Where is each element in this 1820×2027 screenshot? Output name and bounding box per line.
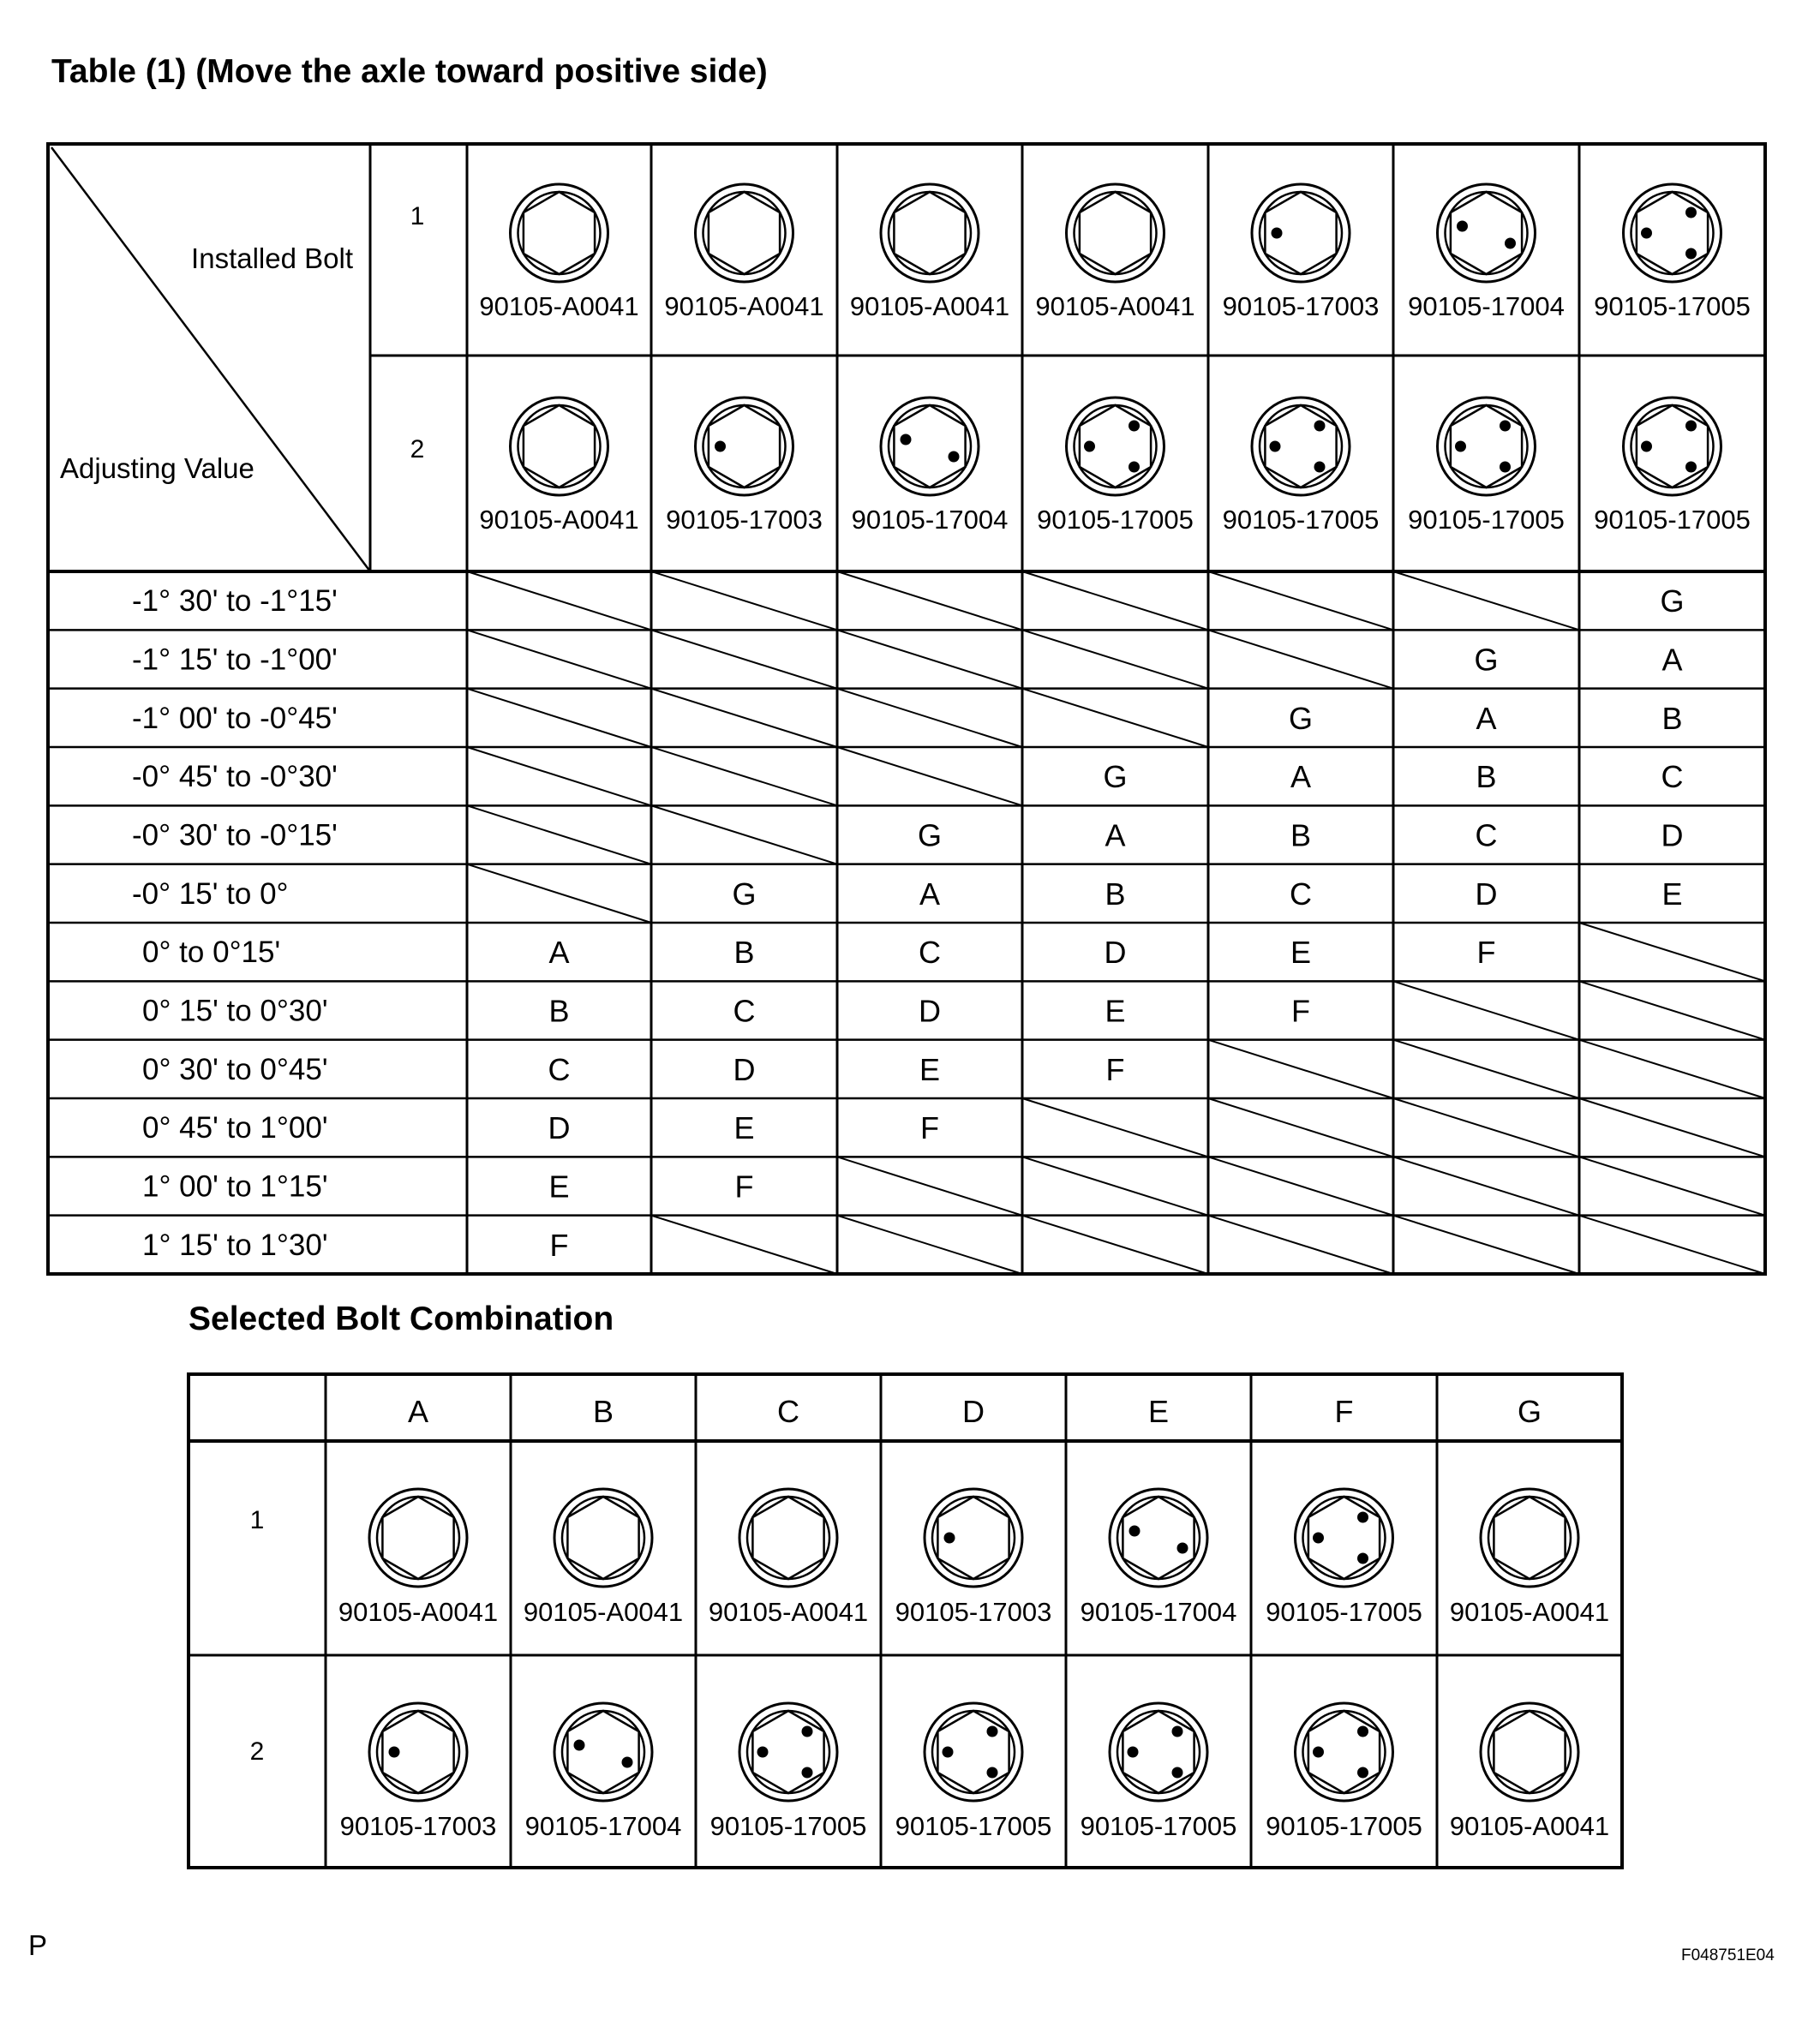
combination-letter: A — [1105, 817, 1126, 853]
table1-title: Table (1) (Move the axle toward positive side) — [51, 53, 768, 90]
bolt-outer-ring — [1252, 398, 1350, 495]
combo-bolt-2-icon — [369, 1703, 467, 1801]
part-number-row2: 90105-17003 — [666, 505, 823, 535]
not-applicable-diagonal — [651, 571, 837, 630]
combination-letter: E — [733, 1110, 755, 1146]
bolt-mark-dot — [987, 1767, 998, 1779]
bolt-outer-ring — [369, 1703, 467, 1801]
bolt-outer-ring — [1252, 184, 1350, 282]
combo-part-number-row1: 90105-A0041 — [523, 1597, 684, 1627]
corner-label-p: P — [28, 1929, 48, 1961]
bolt-mark-dot — [1313, 1533, 1324, 1544]
bolt-outer-ring — [1110, 1703, 1207, 1801]
not-applicable-diagonal — [1208, 1098, 1393, 1157]
combo-part-number-row1: 90105-17004 — [1080, 1597, 1237, 1627]
combination-letter: G — [1288, 700, 1314, 736]
not-applicable-diagonal — [1393, 1216, 1579, 1274]
bolt-mark-dot — [1357, 1512, 1368, 1523]
bolt-outer-ring — [554, 1489, 652, 1587]
not-applicable-diagonal — [467, 630, 651, 688]
bolt-mark-dot — [1272, 228, 1283, 239]
bolt-mark-dot — [1314, 462, 1326, 473]
combination-letter: E — [1290, 935, 1312, 971]
bolt-hex-head — [524, 405, 595, 487]
bolt-mark-dot — [901, 434, 912, 445]
combo-part-number-row2: 90105-17005 — [895, 1811, 1052, 1841]
combo-part-number-row2: 90105-A0041 — [1449, 1811, 1610, 1841]
combination-letter: A — [919, 876, 941, 912]
combo-bolt-1-icon — [1481, 1489, 1578, 1587]
combination-letter: G — [917, 817, 943, 853]
not-applicable-diagonal — [1022, 630, 1208, 688]
header-diagonal — [51, 147, 370, 571]
bolt-outer-ring — [739, 1489, 837, 1587]
bolt-mark-dot — [1500, 421, 1511, 432]
adjusting-range-label: 1° 15' to 1°30' — [142, 1228, 328, 1262]
combination-column-header: F — [1334, 1394, 1354, 1429]
installed-bolt-2-icon — [511, 398, 608, 495]
part-number-row1: 90105-17005 — [1594, 291, 1751, 321]
bolt-hex-head — [1080, 192, 1151, 274]
part-number-row2: 90105-17005 — [1037, 505, 1194, 535]
combo-part-number-row2: 90105-17005 — [1080, 1811, 1237, 1841]
bolt-outer-ring — [511, 398, 608, 495]
adjusting-range-label: -0° 15' to 0° — [132, 876, 289, 911]
bolt-mark-dot — [1084, 441, 1095, 452]
not-applicable-diagonal — [467, 805, 651, 864]
bolt-mark-dot — [1129, 421, 1140, 432]
combination-column-header: C — [777, 1394, 799, 1429]
bolt-outer-ring — [881, 398, 979, 495]
combination-letter: F — [734, 1169, 754, 1205]
bolt-outer-ring — [925, 1703, 1022, 1801]
bolt-mark-dot — [1357, 1726, 1368, 1737]
bolt-mark-dot — [1128, 1747, 1139, 1758]
bolt-outer-ring — [1438, 398, 1536, 495]
combination-letter: F — [549, 1227, 569, 1263]
combination-letter: B — [1290, 817, 1312, 853]
bolt-mark-dot — [1455, 441, 1466, 452]
bolt-mark-dot — [1685, 421, 1697, 432]
not-applicable-diagonal — [651, 689, 837, 747]
not-applicable-diagonal — [1393, 1157, 1579, 1215]
combination-letter: C — [733, 993, 756, 1029]
installed-bolt-2-icon — [1624, 398, 1721, 495]
combo-bolt-2-icon — [1481, 1703, 1578, 1801]
bolt-outer-ring — [1067, 184, 1164, 282]
combination-letter: B — [1476, 759, 1497, 795]
adjusting-range-label: 1° 00' to 1°15' — [142, 1169, 328, 1204]
combination-letter: B — [548, 993, 570, 1029]
not-applicable-diagonal — [1208, 1157, 1393, 1215]
installed-bolt-2-icon — [696, 398, 793, 495]
bolt-outer-ring — [696, 398, 793, 495]
bolt-mark-dot — [1270, 441, 1281, 452]
bolt-inner-ring — [889, 192, 971, 274]
combination-letter: D — [919, 993, 941, 1029]
installed-bolt-1-icon — [1252, 184, 1350, 282]
combo-part-number-row2: 90105-17005 — [709, 1811, 867, 1841]
combo-bolt-1-icon — [369, 1489, 467, 1587]
bolt-mark-dot — [1685, 207, 1697, 218]
not-applicable-diagonal — [1579, 1157, 1765, 1215]
bolt-outer-ring — [739, 1703, 837, 1801]
combination-letter: E — [1105, 993, 1126, 1029]
combo-bolt-2-icon — [1296, 1703, 1393, 1801]
adjusting-range-label: 0° 45' to 1°00' — [142, 1111, 328, 1145]
combination-column-header: D — [962, 1394, 985, 1429]
not-applicable-diagonal — [837, 1157, 1022, 1215]
part-number-row2: 90105-17005 — [1222, 505, 1380, 535]
bolt-mark-dot — [1685, 462, 1697, 473]
bolt-mark-dot — [802, 1767, 813, 1779]
bolt-inner-ring — [1446, 192, 1528, 274]
combination-column-header: A — [407, 1394, 429, 1429]
combo-bolt-2-icon — [739, 1703, 837, 1801]
bolt-mark-dot — [1641, 441, 1652, 452]
not-applicable-diagonal — [1393, 1098, 1579, 1157]
combo-part-number-row2: 90105-17004 — [524, 1811, 682, 1841]
part-number-row2: 90105-17005 — [1594, 505, 1751, 535]
bolt-outer-ring — [1481, 1703, 1578, 1801]
combination-letter: F — [1105, 1051, 1125, 1087]
not-applicable-diagonal — [837, 571, 1022, 630]
installed-bolt-1-icon — [1438, 184, 1536, 282]
bolt-outer-ring — [511, 184, 608, 282]
combination-letter: C — [548, 1051, 571, 1087]
bolt-mark-dot — [574, 1740, 585, 1751]
not-applicable-diagonal — [1022, 1216, 1208, 1274]
combination-letter: D — [1104, 935, 1127, 971]
not-applicable-diagonal — [651, 630, 837, 688]
header-installed-bolt: Installed Bolt — [191, 242, 353, 274]
combination-letter: G — [1474, 642, 1499, 678]
part-number-row2: 90105-A0041 — [479, 505, 639, 535]
combination-letter: C — [919, 935, 941, 971]
not-applicable-diagonal — [651, 1216, 837, 1274]
combo-bolt-2-icon — [554, 1703, 652, 1801]
not-applicable-diagonal — [837, 689, 1022, 747]
combination-letter: A — [1290, 759, 1312, 795]
bolt-mark-dot — [944, 1533, 955, 1544]
combo-bolt-2-icon — [1110, 1703, 1207, 1801]
combination-letter: E — [1661, 876, 1683, 912]
part-number-row1: 90105-17004 — [1408, 291, 1565, 321]
part-number-row1: 90105-A0041 — [664, 291, 824, 321]
combo-part-number-row1: 90105-17003 — [895, 1597, 1052, 1627]
figure-id: F048751E04 — [1681, 1946, 1775, 1964]
combo-bolt-2-icon — [925, 1703, 1022, 1801]
bolt-mark-dot — [1313, 1747, 1324, 1758]
bolt-mark-dot — [1500, 462, 1511, 473]
not-applicable-diagonal — [1022, 1157, 1208, 1215]
bolt-hex-head — [894, 192, 965, 274]
bolt-inner-ring — [703, 192, 786, 274]
combination-letter: A — [1476, 700, 1497, 736]
bolt-outer-ring — [1296, 1703, 1393, 1801]
not-applicable-diagonal — [467, 571, 651, 630]
not-applicable-diagonal — [1579, 1216, 1765, 1274]
bolt-outer-ring — [369, 1489, 467, 1587]
combination-column-header: G — [1517, 1394, 1542, 1429]
bolt-inner-ring — [377, 1497, 459, 1579]
part-number-row1: 90105-A0041 — [479, 291, 639, 321]
not-applicable-diagonal — [1022, 571, 1208, 630]
not-applicable-diagonal — [1393, 1040, 1579, 1098]
not-applicable-diagonal — [837, 1216, 1022, 1274]
part-number-row1: 90105-17003 — [1222, 291, 1380, 321]
bolt-hex-head — [567, 1711, 638, 1793]
bolt-mark-dot — [802, 1726, 813, 1737]
combination-column-header: E — [1147, 1394, 1170, 1429]
part-number-row1: 90105-A0041 — [1035, 291, 1195, 321]
bolt-outer-ring — [1296, 1489, 1393, 1587]
combo-bolt-1-icon — [925, 1489, 1022, 1587]
bolt-mark-dot — [1172, 1767, 1183, 1779]
installed-bolt-2-icon — [1067, 398, 1164, 495]
bolt-inner-ring — [1488, 1497, 1571, 1579]
combo-row-label-1: 1 — [249, 1506, 265, 1534]
not-applicable-diagonal — [1579, 1098, 1765, 1157]
bolt-hex-head — [752, 1497, 823, 1579]
installed-bolt-1-icon — [1067, 184, 1164, 282]
bolt-inner-ring — [1117, 1497, 1200, 1579]
combination-letter: C — [1661, 759, 1684, 795]
combo-bolt-1-icon — [1296, 1489, 1393, 1587]
combo-part-number-row1: 90105-17005 — [1266, 1597, 1422, 1627]
bolt-inner-ring — [562, 1711, 644, 1793]
combo-part-number-row1: 90105-A0041 — [338, 1597, 499, 1627]
combination-letter: G — [732, 876, 757, 912]
not-applicable-diagonal — [1393, 981, 1579, 1039]
combo-bolt-1-icon — [554, 1489, 652, 1587]
not-applicable-diagonal — [1022, 1098, 1208, 1157]
bolt-outer-ring — [1067, 398, 1164, 495]
table2-title: Selected Bolt Combination — [189, 1301, 614, 1337]
bolt-hex-head — [894, 405, 965, 487]
bolt-outer-ring — [1438, 184, 1536, 282]
bolt-inner-ring — [562, 1497, 644, 1579]
bolt-mark-dot — [389, 1747, 400, 1758]
installed-bolt-1-icon — [1624, 184, 1721, 282]
adjusting-range-label: 0° to 0°15' — [142, 936, 281, 970]
bolt-outer-ring — [1624, 398, 1721, 495]
bolt-mark-dot — [949, 451, 960, 463]
bolt-row-label-1: 1 — [410, 202, 425, 230]
not-applicable-diagonal — [1022, 689, 1208, 747]
adjusting-range-label: -1° 00' to -0°45' — [132, 701, 338, 735]
installed-bolt-1-icon — [881, 184, 979, 282]
bolt-mark-dot — [987, 1726, 998, 1737]
not-applicable-diagonal — [467, 864, 651, 923]
bolt-mark-dot — [1314, 421, 1326, 432]
bolt-outer-ring — [881, 184, 979, 282]
bolt-outer-ring — [1110, 1489, 1207, 1587]
not-applicable-diagonal — [1579, 981, 1765, 1039]
combination-letter: A — [548, 935, 570, 971]
bolt-mark-dot — [1457, 221, 1468, 232]
bolt-hex-head — [1494, 1711, 1565, 1793]
bolt-mark-dot — [1357, 1553, 1368, 1564]
combination-letter: B — [1661, 700, 1683, 736]
adjusting-range-label: -0° 45' to -0°30' — [132, 760, 338, 794]
not-applicable-diagonal — [1208, 1040, 1393, 1098]
combination-letter: E — [548, 1169, 570, 1205]
combination-letter: D — [548, 1110, 571, 1146]
combination-letter: B — [733, 935, 755, 971]
bolt-mark-dot — [943, 1747, 954, 1758]
not-applicable-diagonal — [1208, 630, 1393, 688]
bolt-mark-dot — [1129, 1526, 1140, 1537]
installed-bolt-1-icon — [696, 184, 793, 282]
combination-letter: F — [1476, 935, 1496, 971]
bolt-inner-ring — [518, 405, 601, 487]
combination-letter: F — [1291, 993, 1310, 1029]
bolt-inner-ring — [518, 192, 601, 274]
combination-letter: D — [1475, 876, 1498, 912]
bolt-mark-dot — [622, 1757, 633, 1768]
adjusting-range-label: 0° 30' to 0°45' — [142, 1052, 328, 1086]
combination-letter: A — [1661, 642, 1683, 678]
bolt-mark-dot — [1505, 238, 1516, 249]
bolt-inner-ring — [747, 1497, 829, 1579]
not-applicable-diagonal — [1579, 923, 1765, 981]
combination-letter: G — [1103, 759, 1128, 795]
combo-part-number-row1: 90105-A0041 — [1449, 1597, 1610, 1627]
bolt-hex-head — [382, 1497, 453, 1579]
not-applicable-diagonal — [1208, 571, 1393, 630]
bolt-hex-head — [1451, 192, 1522, 274]
combo-bolt-1-icon — [1110, 1489, 1207, 1587]
bolt-outer-ring — [925, 1489, 1022, 1587]
combination-letter: D — [733, 1051, 756, 1087]
bolt-mark-dot — [1685, 248, 1697, 260]
bolt-outer-ring — [554, 1703, 652, 1801]
combination-letter: B — [1105, 876, 1126, 912]
adjusting-range-label: -1° 30' to -1°15' — [132, 584, 338, 619]
bolt-mark-dot — [1177, 1543, 1188, 1554]
bolt-hex-head — [1494, 1497, 1565, 1579]
combination-letter: F — [920, 1110, 939, 1146]
combo-part-number-row2: 90105-17003 — [339, 1811, 497, 1841]
combination-letter: C — [1475, 817, 1498, 853]
bolt-outer-ring — [1624, 184, 1721, 282]
not-applicable-diagonal — [1208, 1216, 1393, 1274]
part-number-row2: 90105-17005 — [1408, 505, 1565, 535]
bolt-mark-dot — [1641, 228, 1652, 239]
header-adjusting-value: Adjusting Value — [60, 452, 254, 484]
part-number-row1: 90105-A0041 — [849, 291, 1010, 321]
combination-letter: D — [1661, 817, 1684, 853]
bolt-mark-dot — [757, 1747, 769, 1758]
bolt-inner-ring — [889, 405, 971, 487]
installed-bolt-2-icon — [881, 398, 979, 495]
not-applicable-diagonal — [467, 689, 651, 747]
installed-bolt-2-icon — [1438, 398, 1536, 495]
bolt-hex-head — [524, 192, 595, 274]
combination-letter: E — [919, 1051, 941, 1087]
not-applicable-diagonal — [467, 747, 651, 805]
combo-part-number-row2: 90105-17005 — [1266, 1811, 1422, 1841]
bolt-hex-head — [567, 1497, 638, 1579]
combination-letter: C — [1290, 876, 1312, 912]
combo-row-label-2: 2 — [249, 1737, 265, 1766]
bolt-hex-head — [1123, 1497, 1194, 1579]
installed-bolt-2-icon — [1252, 398, 1350, 495]
bolt-row-label-2: 2 — [410, 435, 425, 463]
combo-part-number-row1: 90105-A0041 — [708, 1597, 869, 1627]
bolt-mark-dot — [1357, 1767, 1368, 1779]
bolt-hex-head — [709, 192, 780, 274]
combo-bolt-1-icon — [739, 1489, 837, 1587]
combination-column-header: B — [592, 1394, 614, 1429]
bolt-inner-ring — [1075, 192, 1157, 274]
bolt-outer-ring — [1481, 1489, 1578, 1587]
bolt-mark-dot — [1172, 1726, 1183, 1737]
combination-letter: G — [1660, 583, 1685, 619]
bolt-mark-dot — [715, 441, 726, 452]
part-number-row2: 90105-17004 — [851, 505, 1009, 535]
not-applicable-diagonal — [837, 747, 1022, 805]
adjusting-range-label: -1° 15' to -1°00' — [132, 643, 338, 677]
not-applicable-diagonal — [1579, 1040, 1765, 1098]
adjusting-range-label: -0° 30' to -0°15' — [132, 818, 338, 852]
not-applicable-diagonal — [651, 805, 837, 864]
adjusting-range-label: 0° 15' to 0°30' — [142, 994, 328, 1028]
bolt-mark-dot — [1129, 462, 1140, 473]
not-applicable-diagonal — [1393, 571, 1579, 630]
not-applicable-diagonal — [651, 747, 837, 805]
bolt-inner-ring — [1488, 1711, 1571, 1793]
bolt-outer-ring — [696, 184, 793, 282]
not-applicable-diagonal — [837, 630, 1022, 688]
installed-bolt-1-icon — [511, 184, 608, 282]
